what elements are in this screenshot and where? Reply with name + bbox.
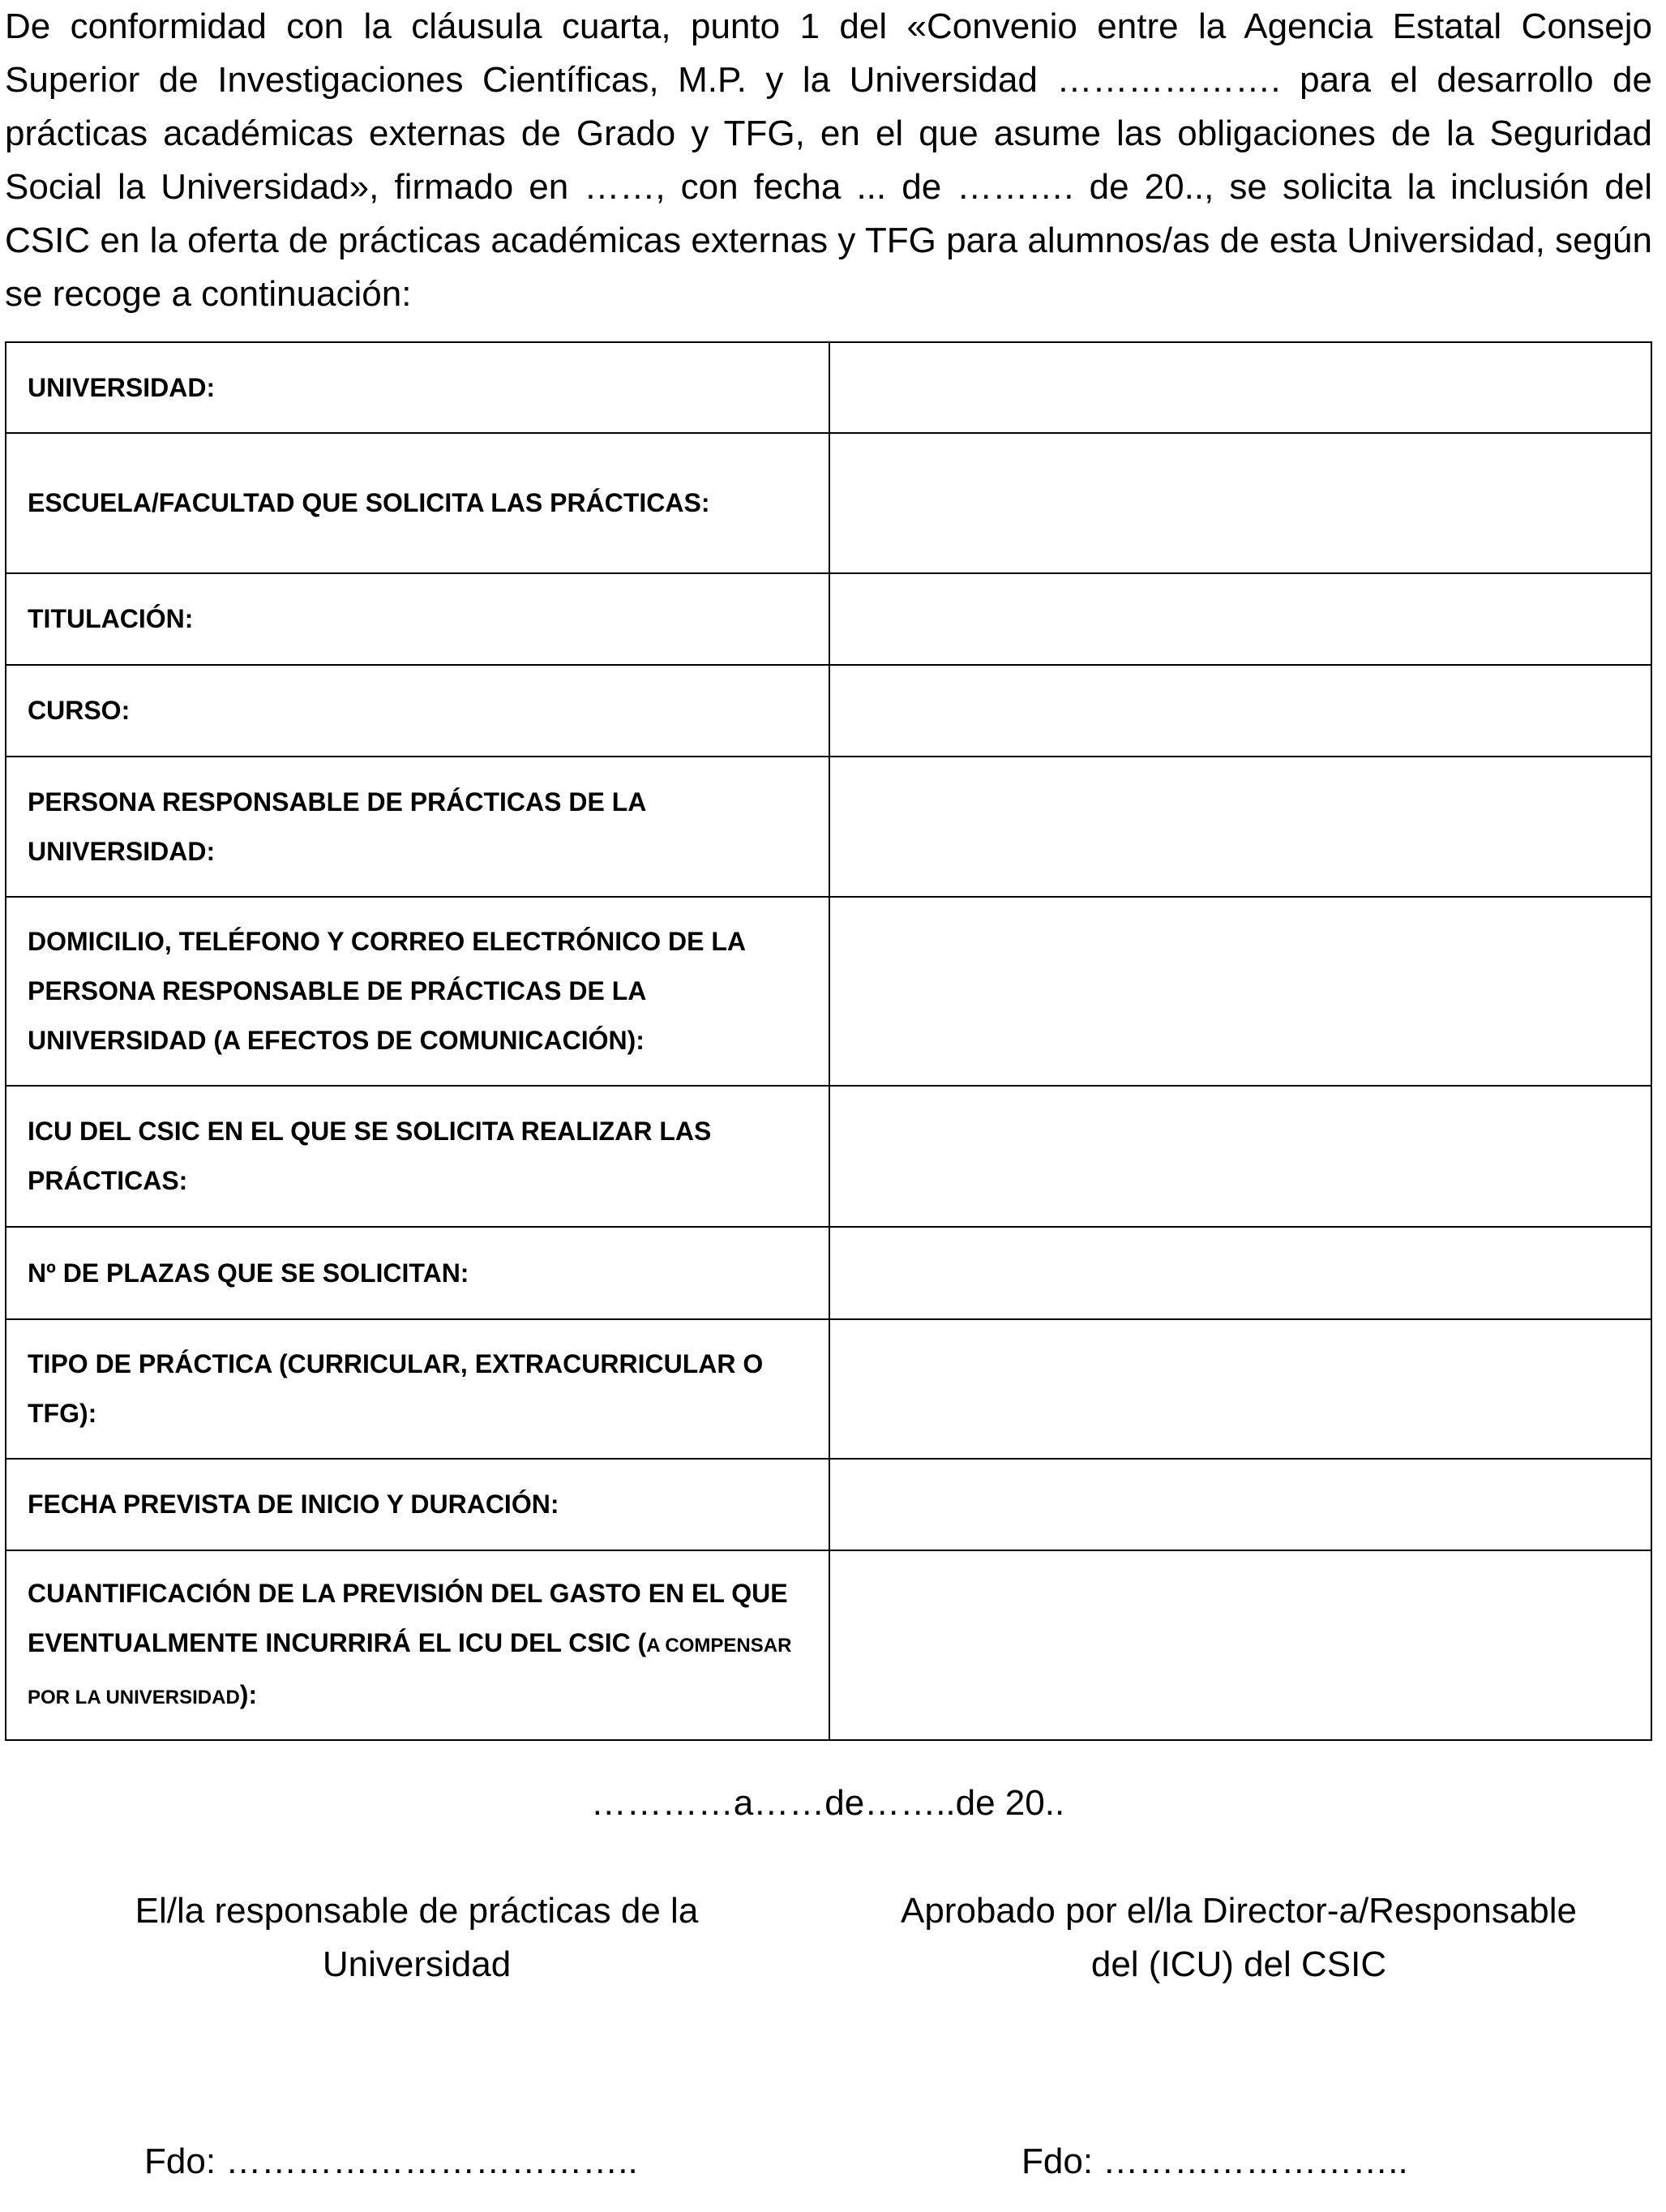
table-row-tipo-practica bbox=[6, 1319, 1651, 1459]
signature-block-university bbox=[68, 1884, 765, 1991]
signature-line-csic[interactable]: Fdo: …………………….. bbox=[1021, 2141, 1408, 2181]
value-tipo-practica[interactable] bbox=[829, 1319, 1651, 1459]
table-row-cuantificacion-gasto bbox=[6, 1550, 1651, 1740]
value-icu-csic[interactable] bbox=[829, 1086, 1651, 1227]
intro-paragraph: De conformidad con la cláusula cuarta, punto 1 del «Convenio entre la Agencia Estatal Consejo Superior de Investigaciones Científicas, M.P. y la Universidad ………………. para el desarrollo de prácticas académicas externas de Grado y TFG, en el que asume las obligaciones de la Seguridad Social la Universidad», firmado en ……, con fecha ... de ………. de 20.., se solicita la inclusión del CSIC en la oferta de prácticas académicas externas y TFG para alumnos/as de esta Universidad, según se recoge a continuación: bbox=[5, 6, 1652, 314]
value-titulacion[interactable] bbox=[829, 573, 1651, 665]
value-num-plazas[interactable] bbox=[829, 1227, 1651, 1319]
value-cuantificacion-gasto[interactable] bbox=[829, 1550, 1651, 1740]
signature-university-title-line2: Universidad bbox=[322, 1944, 512, 1984]
label-num-plazas: Nº DE PLAZAS QUE SE SOLICITAN: bbox=[6, 1227, 829, 1319]
signature-csic-title-line2: del (ICU) del CSIC bbox=[1090, 1944, 1387, 1984]
label-cuantificacion-gasto bbox=[6, 1550, 829, 1740]
table-row-titulacion bbox=[6, 573, 1651, 665]
label-icu-csic: ICU DEL CSIC EN EL QUE SE SOLICITA REALIZAR LAS PRÁCTICAS: bbox=[6, 1086, 829, 1227]
date-place-line: …………a……de……..de 20.. bbox=[590, 1783, 1065, 1823]
label-cuantificacion-main: CUANTIFICACIÓN DE LA PREVISIÓN DEL GASTO EN EL QUE EVENTUALMENTE INCURRIRÁ EL ICU DEL CSIC ( bbox=[28, 1578, 788, 1657]
signature-university-title-line1: El/la responsable de prácticas de la bbox=[135, 1891, 699, 1931]
table-row-persona-responsable bbox=[6, 757, 1651, 897]
label-persona-responsable: PERSONA RESPONSABLE DE PRÁCTICAS DE LA UNIVERSIDAD: bbox=[6, 757, 829, 897]
label-titulacion: TITULACIÓN: bbox=[6, 573, 829, 665]
table-row-universidad bbox=[6, 342, 1651, 433]
signature-csic-title-line1: Aprobado por el/la Director-a/Responsable bbox=[900, 1891, 1578, 1931]
label-domicilio-contacto: DOMICILIO, TELÉFONO Y CORREO ELECTRÓNICO DE LA PERSONA RESPONSABLE DE PRÁCTICAS DE LA UNIVERSIDAD (A EFECTOS DE COMUNICACIÓN): bbox=[6, 897, 829, 1086]
table-row-icu-csic bbox=[6, 1086, 1651, 1227]
signature-block-csic bbox=[843, 1884, 1634, 1991]
value-fecha-inicio[interactable] bbox=[829, 1459, 1651, 1550]
label-escuela-facultad: ESCUELA/FACULTAD QUE SOLICITA LAS PRÁCTICAS: bbox=[6, 433, 829, 573]
signature-line-university[interactable]: Fdo: …………………………….. bbox=[144, 2141, 638, 2181]
value-persona-responsable[interactable] bbox=[829, 757, 1651, 897]
table-row-curso bbox=[6, 665, 1651, 757]
label-tipo-practica: TIPO DE PRÁCTICA (CURRICULAR, EXTRACURRICULAR O TFG): bbox=[6, 1319, 829, 1459]
table-row-fecha-inicio bbox=[6, 1459, 1651, 1550]
label-curso: CURSO: bbox=[6, 665, 829, 757]
label-cuantificacion-small: A COMPENSAR POR LA UNIVERSIDAD bbox=[28, 1634, 792, 1708]
request-form-table bbox=[5, 341, 1652, 1741]
table-row-num-plazas bbox=[6, 1227, 1651, 1319]
label-fecha-inicio: FECHA PREVISTA DE INICIO Y DURACIÓN: bbox=[6, 1459, 829, 1550]
value-domicilio-contacto[interactable] bbox=[829, 897, 1651, 1086]
value-universidad[interactable] bbox=[829, 342, 1651, 433]
table-row-domicilio-contacto bbox=[6, 897, 1651, 1086]
value-curso[interactable] bbox=[829, 665, 1651, 757]
label-universidad: UNIVERSIDAD: bbox=[6, 342, 829, 433]
label-cuantificacion-end: ): bbox=[239, 1679, 258, 1709]
table-row-escuela-facultad bbox=[6, 433, 1651, 573]
value-escuela-facultad[interactable] bbox=[829, 433, 1651, 573]
